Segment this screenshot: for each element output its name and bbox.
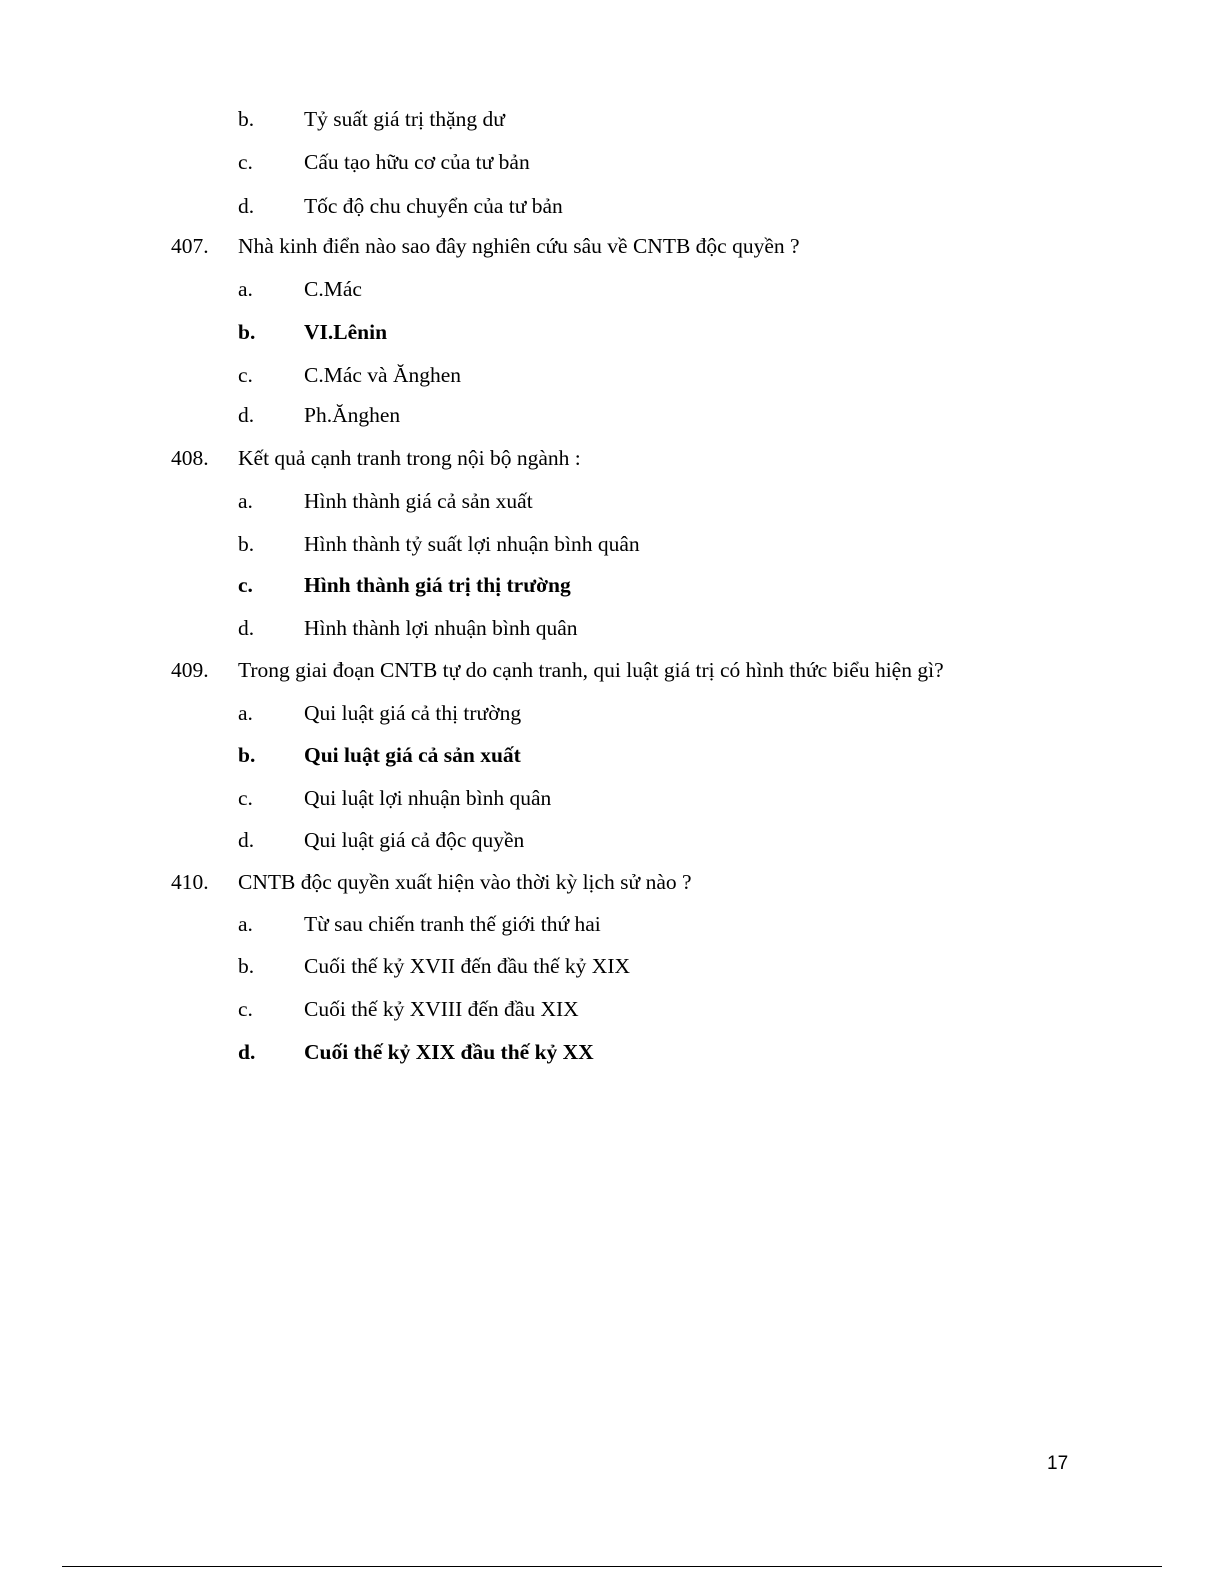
option-text: Hình thành giá trị thị trường xyxy=(304,573,571,597)
option-text: Qui luật giá cả sản xuất xyxy=(304,743,521,767)
option-text: C.Mác xyxy=(304,277,362,301)
option-text: Qui luật giá cả độc quyền xyxy=(304,828,525,852)
question-number: 407. xyxy=(171,234,209,258)
option-text: Hình thành giá cả sản xuất xyxy=(304,489,533,513)
question-text: CNTB độc quyền xuất hiện vào thời kỳ lịch sử nào ? xyxy=(238,870,692,894)
option-text: Ph.Ănghen xyxy=(304,403,401,427)
option-letter: b. xyxy=(238,532,255,556)
option-text: Cuối thế kỷ XVII đến đầu thế kỷ XIX xyxy=(304,954,631,978)
option-letter: d. xyxy=(238,194,255,218)
option-text: Từ sau chiến tranh thế giới thứ hai xyxy=(304,912,601,936)
option-letter: c. xyxy=(238,150,253,174)
option-letter: b. xyxy=(238,107,255,131)
option-letter: c. xyxy=(238,573,253,597)
option-text: Cuối thế kỷ XVIII đến đầu XIX xyxy=(304,997,579,1021)
option-letter: d. xyxy=(238,616,255,640)
option-text: VI.Lênin xyxy=(304,320,388,344)
question-text: Kết quả cạnh tranh trong nội bộ ngành : xyxy=(238,446,581,470)
question-number: 410. xyxy=(171,870,209,894)
question-text: Trong giai đoạn CNTB tự do cạnh tranh, qui luật giá trị có hình thức biểu hiện gì? xyxy=(238,658,944,682)
option-text: Cuối thế kỷ XIX đầu thế kỷ XX xyxy=(304,1040,594,1064)
option-letter: b. xyxy=(238,954,255,978)
option-letter: c. xyxy=(238,786,253,810)
option-letter: d. xyxy=(238,1040,256,1064)
option-letter: c. xyxy=(238,997,253,1021)
option-text: Qui luật giá cả thị trường xyxy=(304,701,522,725)
question-number: 409. xyxy=(171,658,209,682)
option-letter: b. xyxy=(238,743,256,767)
question-text: Nhà kinh điển nào sao đây nghiên cứu sâu về CNTB độc quyền ? xyxy=(238,234,800,258)
option-text: Tốc độ chu chuyển của tư bản xyxy=(304,194,563,218)
page-number: 17 xyxy=(1047,1453,1069,1474)
option-letter: a. xyxy=(238,701,253,725)
option-text: Tỷ suất giá trị thặng dư xyxy=(304,107,505,131)
option-letter: a. xyxy=(238,912,253,936)
option-letter: d. xyxy=(238,403,255,427)
question-number: 408. xyxy=(171,446,209,470)
option-text: Hình thành lợi nhuận bình quân xyxy=(304,616,578,640)
footer-rule xyxy=(62,1566,1162,1567)
option-letter: c. xyxy=(238,363,253,387)
option-text: C.Mác và Ănghen xyxy=(304,363,462,387)
option-text: Cấu tạo hữu cơ của tư bản xyxy=(304,150,530,174)
option-letter: d. xyxy=(238,828,255,852)
option-letter: b. xyxy=(238,320,256,344)
option-letter: a. xyxy=(238,277,253,301)
option-text: Hình thành tỷ suất lợi nhuận bình quân xyxy=(304,532,640,556)
option-letter: a. xyxy=(238,489,253,513)
option-text: Qui luật lợi nhuận bình quân xyxy=(304,786,552,810)
